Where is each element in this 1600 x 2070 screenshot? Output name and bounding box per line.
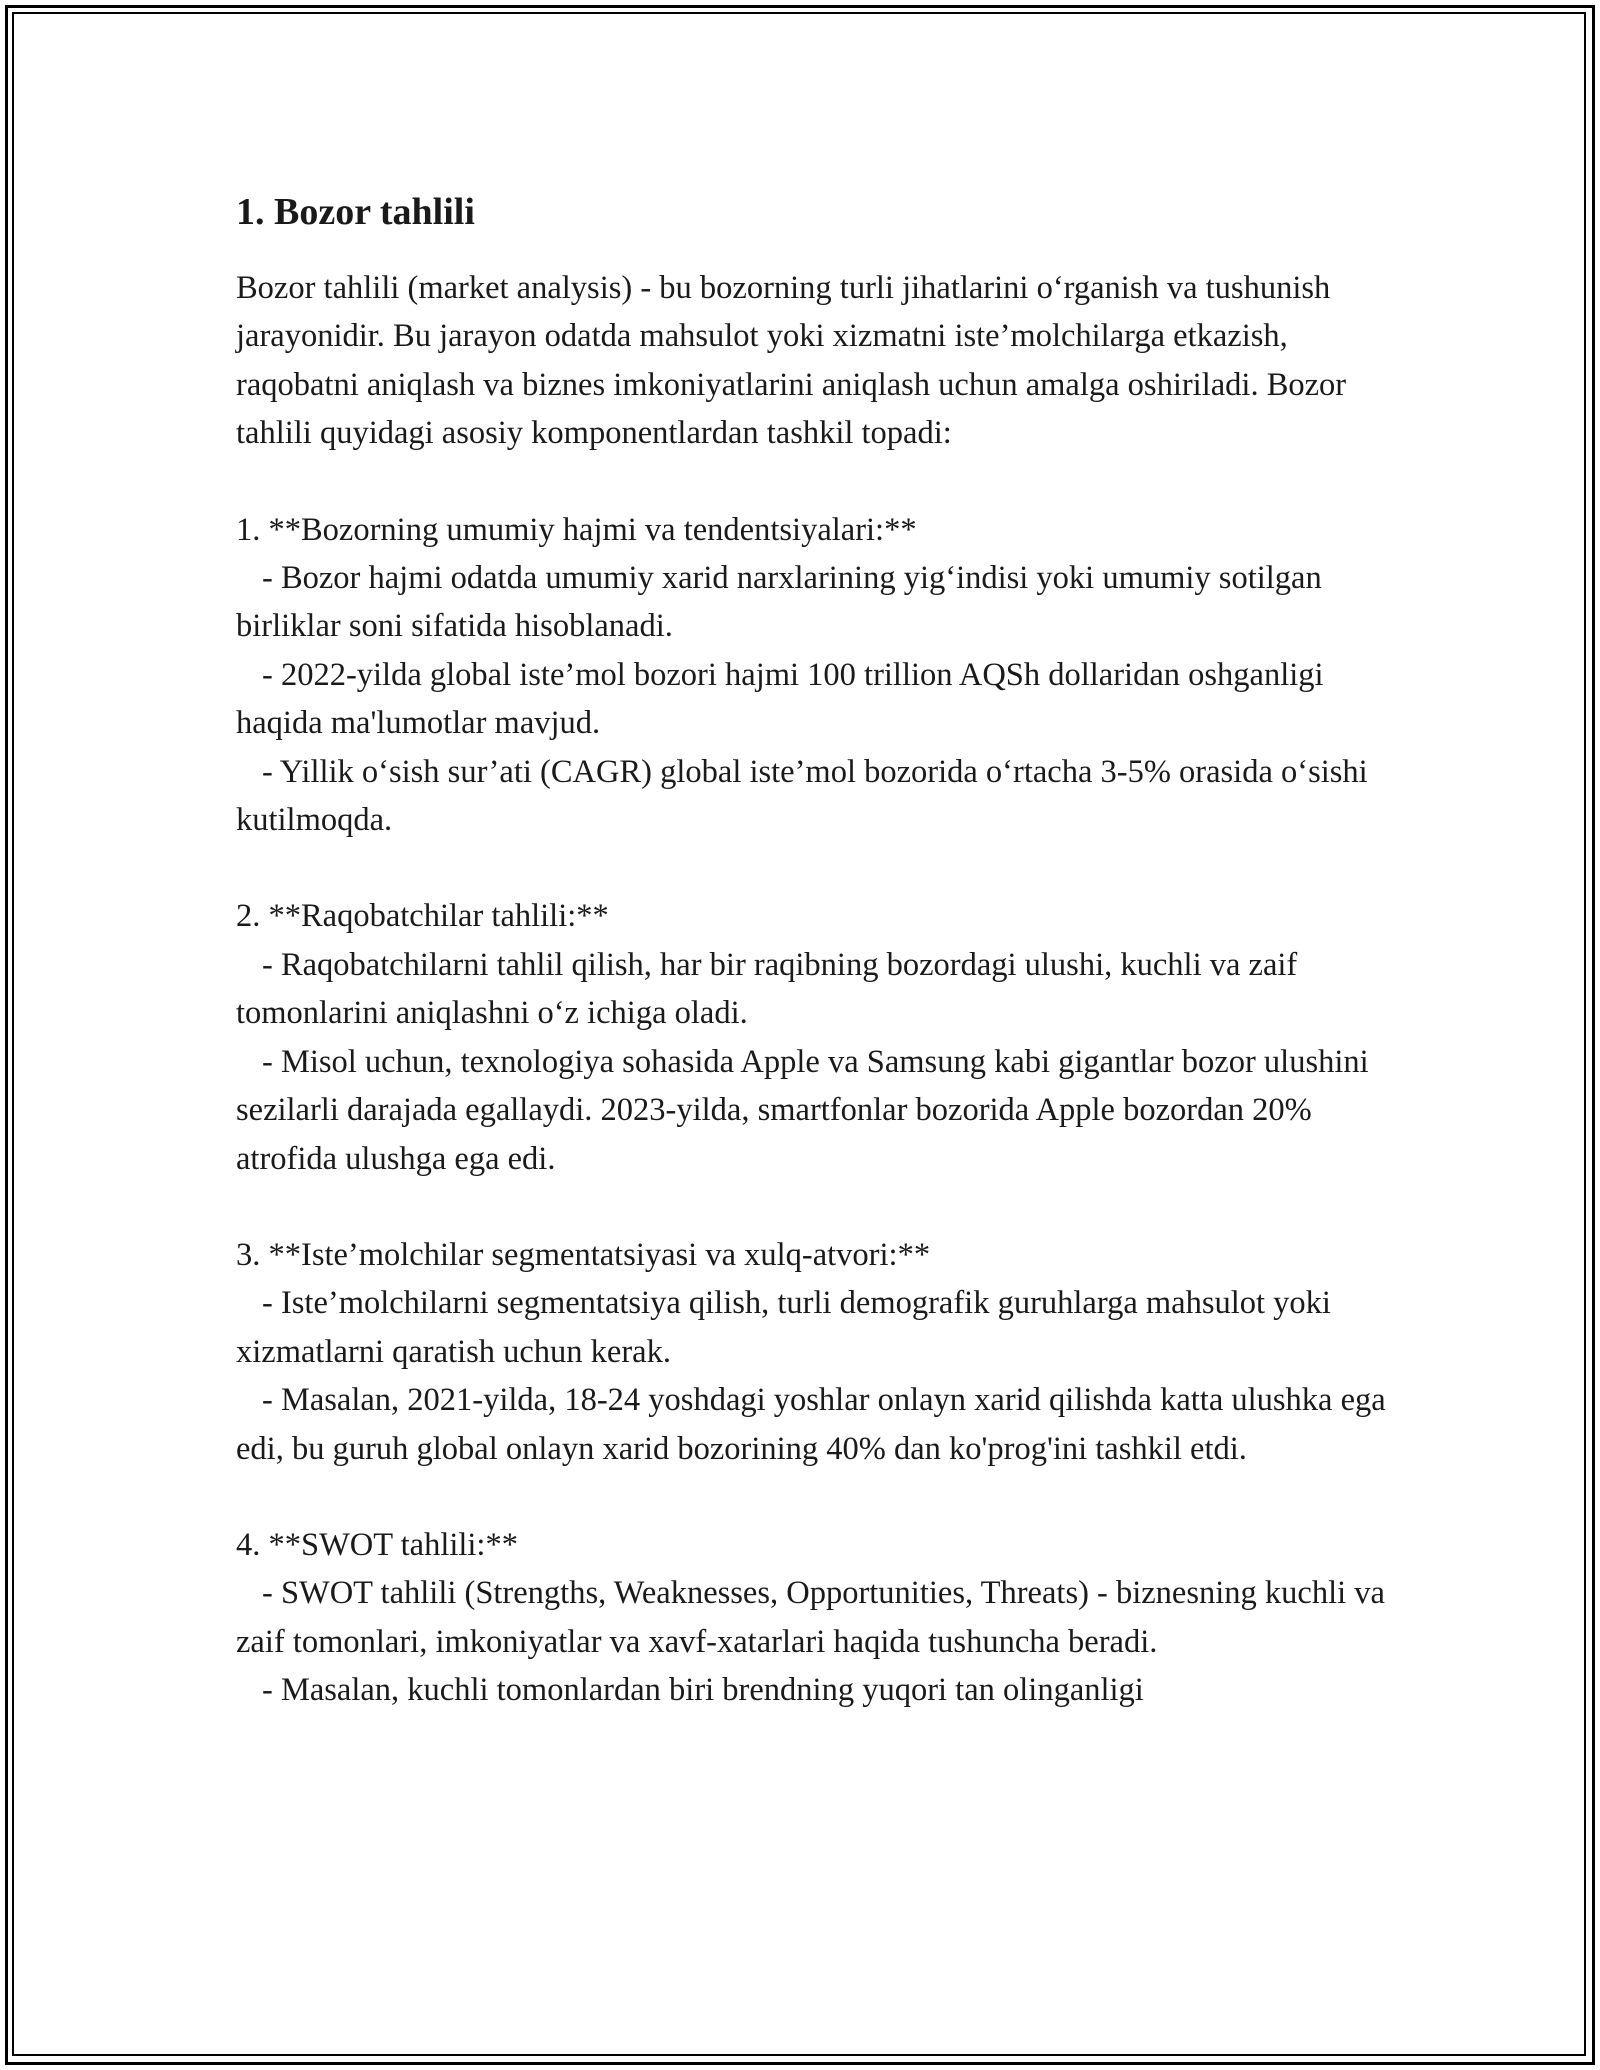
list-item <box>236 1569 1396 1666</box>
list-item <box>236 1279 1396 1376</box>
section-2 <box>236 892 1396 1182</box>
section-heading: 2. **Raqobatchilar tahlili:** <box>236 898 609 935</box>
section-1 <box>236 506 1396 845</box>
list-item-text: - Masalan, kuchli tomonlardan biri brendning yuqori tan olinganligi <box>262 1672 1144 1709</box>
list-item <box>236 1376 1396 1473</box>
page-title: 1. Bozor tahlili <box>236 191 475 233</box>
intro-paragraph: Bozor tahlili (market analysis) - bu bozorning turli jihatlarini o‘rganish va tushunish jarayonidir. Bu jarayon odatda mahsulot yoki xizmatni iste’molchilarga etkazish, raqobatni aniqlash va biznes imkoniyatlarini aniqlash uchun amalga oshiriladi. Bozor tahlili quyidagi asosiy komponentlardan tashkil topadi: <box>236 270 1347 452</box>
list-item <box>236 1038 1396 1183</box>
section-3 <box>236 1231 1396 1473</box>
list-item <box>236 748 1396 845</box>
section-heading: 3. **Iste’molchilar segmentatsiyasi va xulq-atvori:** <box>236 1236 931 1273</box>
section-heading: 1. **Bozorning umumiy hajmi va tendentsiyalari:** <box>236 511 917 548</box>
list-item-text: - Iste’molchilarni segmentatsiya qilish, turli demografik guruhlarga mahsulot yoki xizmatlarni qaratish uchun kerak. <box>236 1285 1331 1370</box>
sections-container <box>236 506 1396 1715</box>
list-item <box>236 651 1396 748</box>
list-item-text: - SWOT tahlili (Strengths, Weaknesses, Opportunities, Threats) - biznesning kuchli va zaif tomonlari, imkoniyatlar va xavf-xatarlari haqida tushuncha beradi. <box>236 1575 1385 1660</box>
list-item-text: - Yillik o‘sish sur’ati (CAGR) global iste’mol bozorida o‘rtacha 3-5% orasida o‘sishi kutilmoqda. <box>236 753 1368 839</box>
list-item-text: - Misol uchun, texnologiya sohasida Apple va Samsung kabi gigantlar bozor ulushini sezilarli darajada egallaydi. 2023-yilda, smartfonlar bozorida Apple bozordan 20% atrofida ulushga ega edi. <box>236 1043 1369 1177</box>
list-item-text: - 2022-yilda global iste’mol bozori hajmi 100 trillion AQSh dollaridan oshganligi haqida ma'lumotlar mavjud. <box>236 656 1324 742</box>
section-heading: 4. **SWOT tahlili:** <box>236 1526 518 1563</box>
list-item <box>236 941 1396 1038</box>
document-page <box>236 186 1396 1715</box>
section-4 <box>236 1521 1396 1715</box>
list-item-text: - Masalan, 2021-yilda, 18-24 yoshdagi yoshlar onlayn xarid qilishda katta ulushka ega edi, bu guruh global onlayn xarid bozorining 40% dan ko'prog'ini tashkil etdi. <box>236 1382 1386 1467</box>
list-item-text: - Raqobatchilarni tahlil qilish, har bir raqibning bozordagi ulushi, kuchli va zaif tomonlarini aniqlashni o‘z ichiga oladi. <box>236 946 1298 1032</box>
list-item <box>236 554 1396 651</box>
list-item-text: - Bozor hajmi odatda umumiy xarid narxlarining yig‘indisi yoki umumiy sotilgan birliklar soni sifatida hisoblanadi. <box>236 560 1322 645</box>
list-item <box>236 1666 1396 1714</box>
